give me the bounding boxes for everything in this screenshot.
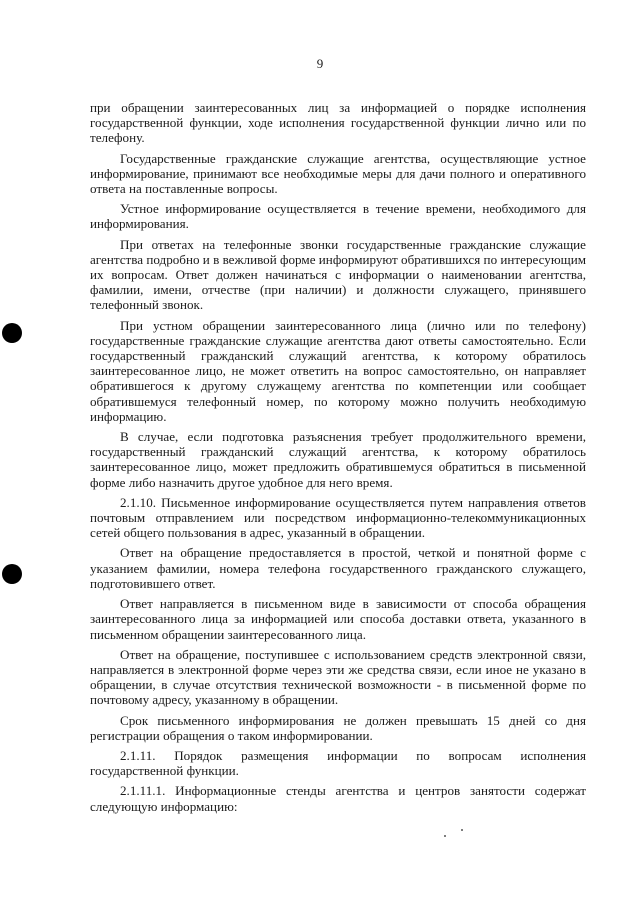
paragraph: 2.1.10. Письменное информирование осуществляется путем направления ответов почтовым отправлением или посредством информационно-телекоммуникационных сетей общего пользования в адрес, указанный в обращении. — [90, 494, 586, 541]
paragraph: Ответ на обращение, поступившее с использованием средств электронной связи, направляется в электронной форме через эти же средства связи, если иное не указано в обращении, в случае отсутствия технической возможности - в письменной форме по почтовому адресу, указанному в обращении. — [90, 646, 586, 708]
punch-hole — [2, 323, 22, 343]
scan-speck — [444, 835, 446, 837]
paragraph: Ответ направляется в письменном виде в зависимости от способа обращения заинтересованного лица за информацией или способа доставки ответа, указанного в письменном обращении заинтересованного лица. — [90, 596, 586, 642]
paragraph: Срок письменного информирования не должен превышать 15 дней со дня регистрации обращения о таком информировании. — [90, 712, 586, 743]
paragraph: при обращении заинтересованных лиц за информацией о порядке исполнения государственной функции, ходе исполнения государственной функции лично или по телефону. — [90, 100, 586, 146]
document-body — [90, 100, 586, 819]
paragraph: В случае, если подготовка разъяснения требует продолжительного времени, государственный гражданский служащий агентства, к которому обратилось заинтересованное лицо, может предложить обратившемуся обратиться в письменной форме либо назначить другое удобное для него время. — [90, 429, 586, 490]
paragraph: Государственные гражданские служащие агентства, осуществляющие устное информирование, принимают все необходимые меры для дачи полного и оперативного ответа на поставленные вопросы. — [90, 150, 586, 197]
paragraph: Устное информирование осуществляется в течение времени, необходимого для информирования. — [90, 201, 586, 232]
punch-hole — [2, 564, 22, 584]
scan-speck — [461, 829, 463, 831]
paragraph: При ответах на телефонные звонки государственные гражданские служащие агентства подробно и в вежливой форме информируют обратившихся по интересующим их вопросам. Ответ должен начинаться с информации о наименовании агентства, фамилии, имени, отчестве (при наличии) и должности служащего, принявшего телефонный звонок. — [90, 236, 586, 313]
paragraph: 2.1.11. Порядок размещения информации по вопросам исполнения государственной функции. — [90, 747, 586, 779]
page-number: 9 — [316, 56, 324, 71]
paragraph: 2.1.11.1. Информационные стенды агентства и центров занятости содержат следующую информацию: — [90, 783, 586, 814]
paragraph: При устном обращении заинтересованного лица (лично или по телефону) государственные гражданские служащие агентства дают ответы самостоятельно. Если государственный гражданский служащий агентства, к которому обратилось заинтересованное лицо, не может ответить на вопрос самостоятельно, он направляет обратившегося к другому служащему агентства по компетенции или сообщает обратившемуся телефонный номер, по которому можно получить необходимую информацию. — [90, 317, 586, 424]
paragraph: Ответ на обращение предоставляется в простой, четкой и понятной форме с указанием фамилии, номера телефона государственного гражданского служащего, подготовившего ответ. — [90, 545, 586, 591]
